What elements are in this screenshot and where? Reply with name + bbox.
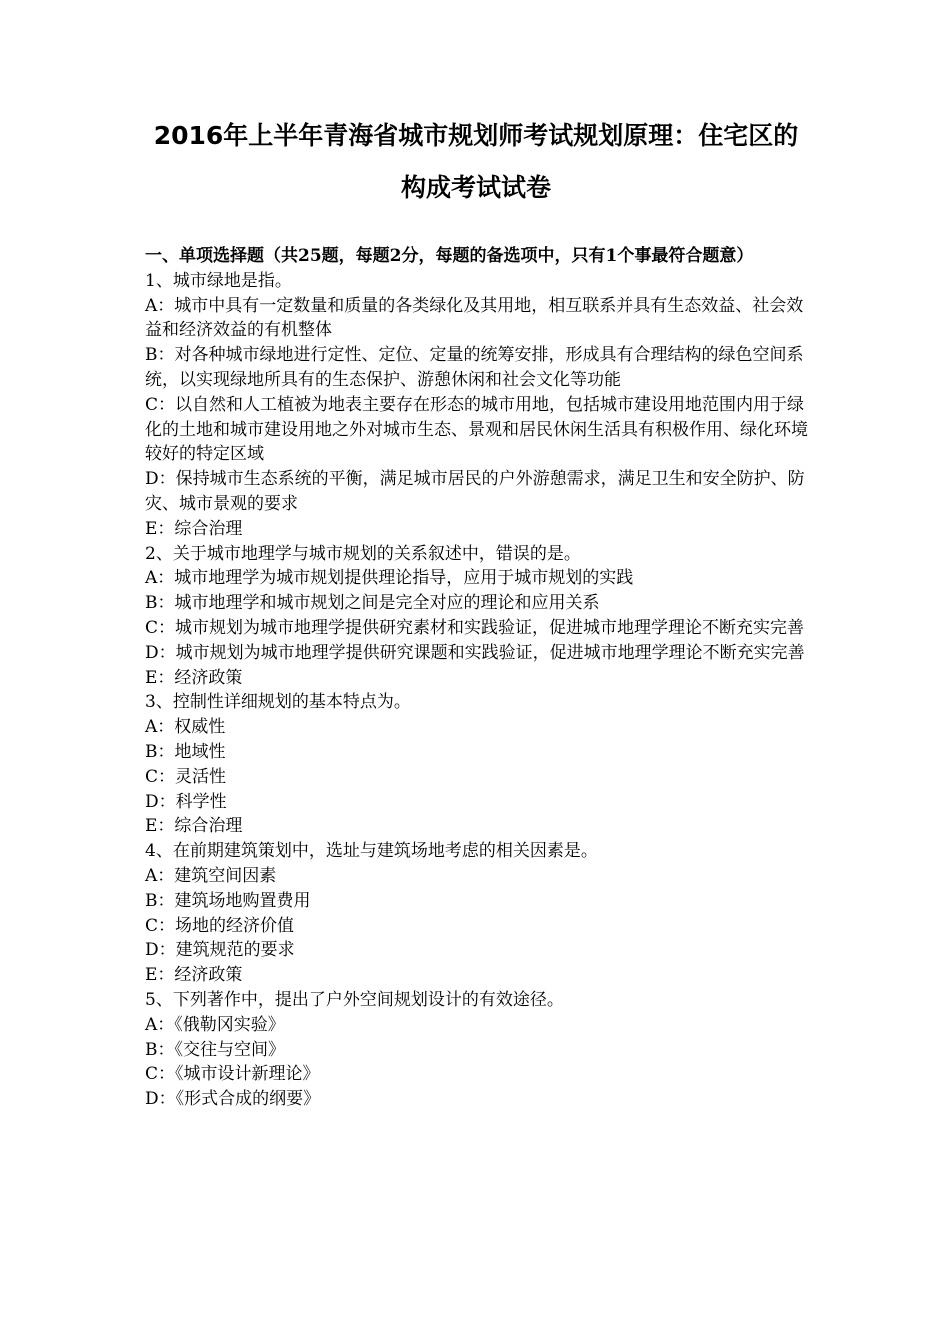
option-c: C：场地的经济价值 xyxy=(145,915,295,936)
option-b: B：《交往与空间》 xyxy=(145,1039,285,1060)
question-5 xyxy=(145,988,811,1112)
option-d: D：保持城市生态系统的平衡，满足城市居民的户外游憩需求，满足卫生和安全防护、防灾、城市景观的要求 xyxy=(145,469,805,514)
question-1 xyxy=(145,269,811,542)
option-b: B：对各种城市绿地进行定性、定位、定量的统筹安排，形成具有合理结构的绿色空间系统，以实现绿地所具有的生态保护、游憩休闲和社会文化等功能 xyxy=(145,345,804,390)
option-d: D：《形式合成的纲要》 xyxy=(145,1089,321,1110)
question-stem: 3、控制性详细规划的基本特点为。 xyxy=(145,692,411,713)
question-3 xyxy=(145,690,811,839)
question-stem: 4、在前期建筑策划中，选址与建筑场地考虑的相关因素是。 xyxy=(145,841,598,862)
question-4 xyxy=(145,839,811,988)
option-a: A：建筑空间因素 xyxy=(145,865,277,886)
option-d: D：城市规划为城市地理学提供研究课题和实践验证，促进城市地理学理论不断充实完善 xyxy=(145,642,805,663)
option-c: C：灵活性 xyxy=(145,766,227,787)
question-stem: 2、关于城市地理学与城市规划的关系叙述中，错误的是。 xyxy=(145,543,581,564)
option-a: A：城市地理学为城市规划提供理论指导，应用于城市规划的实践 xyxy=(145,568,634,589)
section-heading: 一、单项选择题（共25题，每题2分，每题的备选项中，只有1个事最符合题意） xyxy=(145,246,754,266)
question-2 xyxy=(145,542,811,691)
option-b: B：建筑场地购置费用 xyxy=(145,890,311,911)
option-e: E：综合治理 xyxy=(145,816,243,837)
document-body xyxy=(145,244,811,1112)
option-b: B：城市地理学和城市规划之间是完全对应的理论和应用关系 xyxy=(145,593,600,614)
option-c: C：城市规划为城市地理学提供研究素材和实践验证，促进城市地理学理论不断充实完善 xyxy=(145,617,805,638)
option-a: A：城市中具有一定数量和质量的各类绿化及其用地，相互联系并具有生态效益、社会效益和经济效益的有机整体 xyxy=(145,295,804,341)
option-c: C：《城市设计新理论》 xyxy=(145,1064,320,1085)
option-d: D：科学性 xyxy=(145,791,227,812)
option-c: C：以自然和人工植被为地表主要存在形态的城市用地，包括城市建设用地范围内用于绿化的土地和城市建设用地之外对城市生态、景观和居民休闲生活具有积极作用、绿化环境较好的特定区域 xyxy=(145,394,808,465)
question-stem: 5、下列著作中，提出了户外空间规划设计的有效途径。 xyxy=(145,989,564,1010)
option-e: E：综合治理 xyxy=(145,518,243,539)
option-e: E：经济政策 xyxy=(145,965,243,986)
option-a: A：《俄勒冈实验》 xyxy=(145,1014,285,1035)
option-d: D：建筑规范的要求 xyxy=(145,940,295,961)
document-title xyxy=(120,110,832,214)
option-e: E：经济政策 xyxy=(145,667,243,688)
option-b: B：地域性 xyxy=(145,741,226,762)
option-a: A：权威性 xyxy=(145,717,226,738)
title-line-2: 构成考试试卷 xyxy=(400,173,551,202)
title-line-1: 2016年上半年青海省城市规划师考试规划原理：住宅区的 xyxy=(153,121,799,150)
question-stem: 1、城市绿地是指。 xyxy=(145,270,292,291)
